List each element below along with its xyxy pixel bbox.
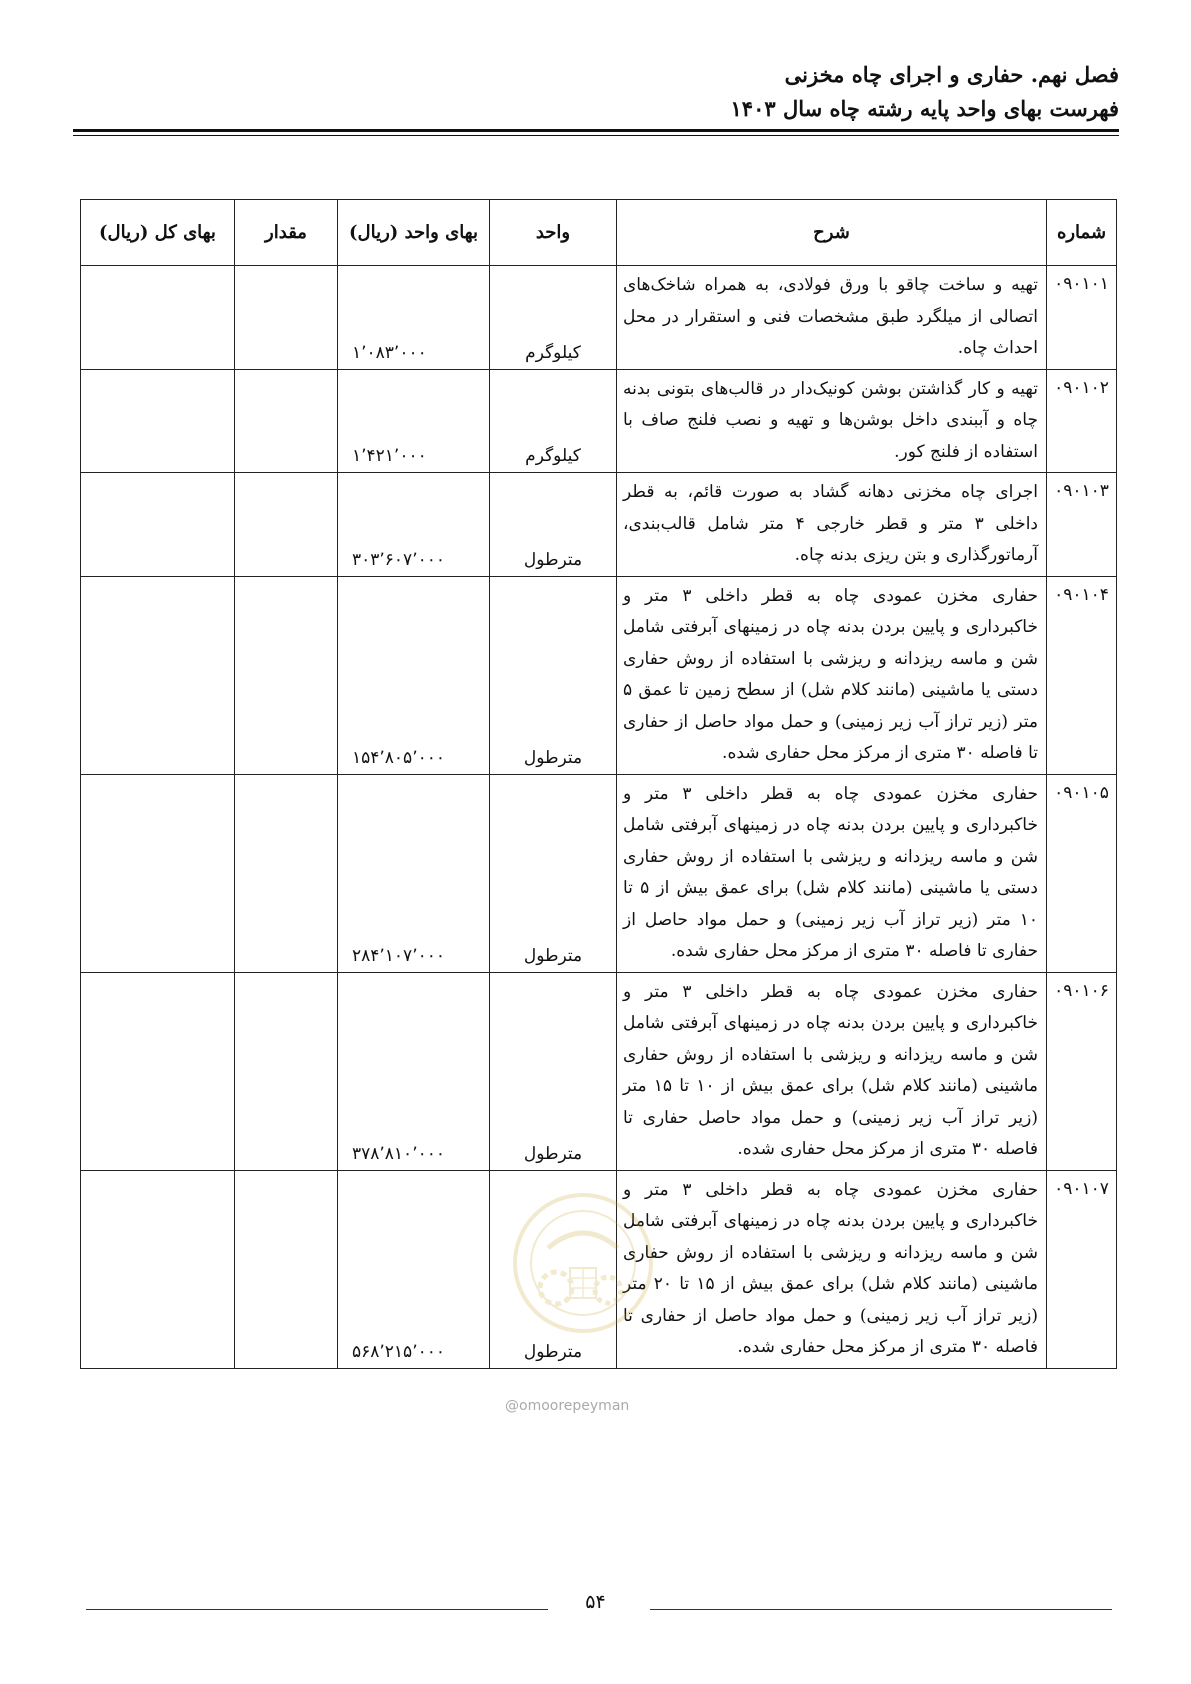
item-quantity: [235, 266, 338, 370]
item-unit-price: ۳۷۸٬۸۱۰٬۰۰۰: [338, 972, 490, 1170]
item-total: [81, 473, 235, 577]
col-header-quantity: مقدار: [235, 200, 338, 266]
item-quantity: [235, 972, 338, 1170]
col-header-description: شرح: [617, 200, 1047, 266]
table-row: [81, 266, 1117, 370]
item-unit: مترطول: [490, 972, 617, 1170]
item-total: [81, 972, 235, 1170]
col-header-unit-price: بهای واحد (ریال): [338, 200, 490, 266]
item-unit: کیلوگرم: [490, 266, 617, 370]
item-code: ۰۹۰۱۰۷: [1047, 1170, 1117, 1368]
item-unit: کیلوگرم: [490, 369, 617, 473]
item-description: حفاری مخزن عمودی چاه به قطر داخلی ۳ متر و خاکبرداری و پایین بردن بدنه چاه در زمینهای آبرفتی شامل شن و ماسه ریزدانه و ریزشی با استفاده از روش حفاری ماشینی (مانند کلام شل) برای عمق بیش از ۱۰ تا ۱۵ متر (زیر تراز آب زیر زمینی) و حمل مواد حاصل حفاری تا فاصله ۳۰ متری از مرکز محل حفاری شده.: [617, 972, 1047, 1170]
item-description: حفاری مخزن عمودی چاه به قطر داخلی ۳ متر و خاکبرداری و پایین بردن بدنه چاه در زمینهای آبرفتی شامل شن و ماسه ریزدانه و ریزشی با استفاده از روش حفاری ماشینی (مانند کلام شل) برای عمق بیش از ۱۵ تا ۲۰ متر (زیر تراز آب زیر زمینی) و حمل مواد حاصل از حفاری تا فاصله ۳۰ متری از مرکز محل حفاری شده.: [617, 1170, 1047, 1368]
item-unit-price: ۵۶۸٬۲۱۵٬۰۰۰: [338, 1170, 490, 1368]
item-description: تهیه و ساخت چاقو با ورق فولادی، به همراه شاخک‌های اتصالی از میلگرد طبق مشخصات فنی و استقرار در محل احداث چاه.: [617, 266, 1047, 370]
table-row: [81, 774, 1117, 972]
item-total: [81, 266, 235, 370]
watermark-handle: @omoorepeyman: [505, 1398, 630, 1414]
watermark-seal-icon: [508, 1188, 658, 1338]
item-quantity: [235, 369, 338, 473]
item-description: تهیه و کار گذاشتن بوشن کونیک‌دار در قالب‌های بتونی بدنه چاه و آببندی داخل بوشن‌ها و تهیه و نصب فلنج صاف با استفاده از فلنج کور.: [617, 369, 1047, 473]
item-unit-price: ۲۸۴٬۱۰۷٬۰۰۰: [338, 774, 490, 972]
item-unit-price: ۱٬۰۸۳٬۰۰۰: [338, 266, 490, 370]
item-quantity: [235, 774, 338, 972]
item-total: [81, 369, 235, 473]
item-unit: مترطول: [490, 774, 617, 972]
item-unit: مترطول: [490, 473, 617, 577]
header-rule-thick: [73, 129, 1119, 132]
col-header-total-price: بهای کل (ریال): [81, 200, 235, 266]
item-quantity: [235, 473, 338, 577]
item-code: ۰۹۰۱۰۳: [1047, 473, 1117, 577]
item-description: حفاری مخزن عمودی چاه به قطر داخلی ۳ متر و خاکبرداری و پایین بردن بدنه چاه در زمینهای آبرفتی شامل شن و ماسه ریزدانه و ریزشی با استفاده از روش حفاری دستی یا ماشینی (مانند کلام شل) از سطح زمین تا عمق ۵ متر (زیر تراز آب زیر زمینی) و حمل مواد حاصل از حفاری تا فاصله ۳۰ متری از مرکز محل حفاری شده.: [617, 576, 1047, 774]
col-header-code: شماره: [1047, 200, 1117, 266]
table-header-row: [81, 200, 1117, 266]
table-row: [81, 972, 1117, 1170]
item-code: ۰۹۰۱۰۴: [1047, 576, 1117, 774]
item-code: ۰۹۰۱۰۲: [1047, 369, 1117, 473]
table-row: [81, 576, 1117, 774]
table-row: [81, 473, 1117, 577]
item-description: حفاری مخزن عمودی چاه به قطر داخلی ۳ متر و خاکبرداری و پایین بردن بدنه چاه در زمینهای آبرفتی شامل شن و ماسه ریزدانه و ریزشی با استفاده از روش حفاری دستی یا ماشینی (مانند کلام شل) برای عمق بیش از ۵ تا ۱۰ متر (زیر تراز آب زیر زمینی) و حمل مواد حاصل از حفاری تا فاصله ۳۰ متری از مرکز محل حفاری شده.: [617, 774, 1047, 972]
item-code: ۰۹۰۱۰۱: [1047, 266, 1117, 370]
table-row: [81, 369, 1117, 473]
item-code: ۰۹۰۱۰۵: [1047, 774, 1117, 972]
item-code: ۰۹۰۱۰۶: [1047, 972, 1117, 1170]
item-unit-price: ۱۵۴٬۸۰۵٬۰۰۰: [338, 576, 490, 774]
item-total: [81, 576, 235, 774]
page-header: [73, 58, 1119, 126]
item-unit-price: ۳۰۳٬۶۰۷٬۰۰۰: [338, 473, 490, 577]
chapter-title: فصل نهم. حفاری و اجرای چاه مخزنی: [784, 62, 1119, 87]
page-number: ۵۴: [585, 1591, 606, 1613]
col-header-unit: واحد: [490, 200, 617, 266]
item-quantity: [235, 576, 338, 774]
item-total: [81, 1170, 235, 1368]
item-unit: مترطول: [490, 1170, 617, 1368]
item-description: اجرای چاه مخزنی دهانه گشاد به صورت قائم، به قطر داخلی ۳ متر و قطر خارجی ۴ متر شامل قالب‌بندی، آرماتورگذاری و بتن ریزی بدنه چاه.: [617, 473, 1047, 577]
price-list-title: فهرست بهای واحد پایه رشته چاه سال ۱۴۰۳: [730, 96, 1119, 121]
item-quantity: [235, 1170, 338, 1368]
item-unit-price: ۱٬۴۲۱٬۰۰۰: [338, 369, 490, 473]
header-rule-thin: [73, 135, 1119, 136]
item-total: [81, 774, 235, 972]
item-unit: مترطول: [490, 576, 617, 774]
